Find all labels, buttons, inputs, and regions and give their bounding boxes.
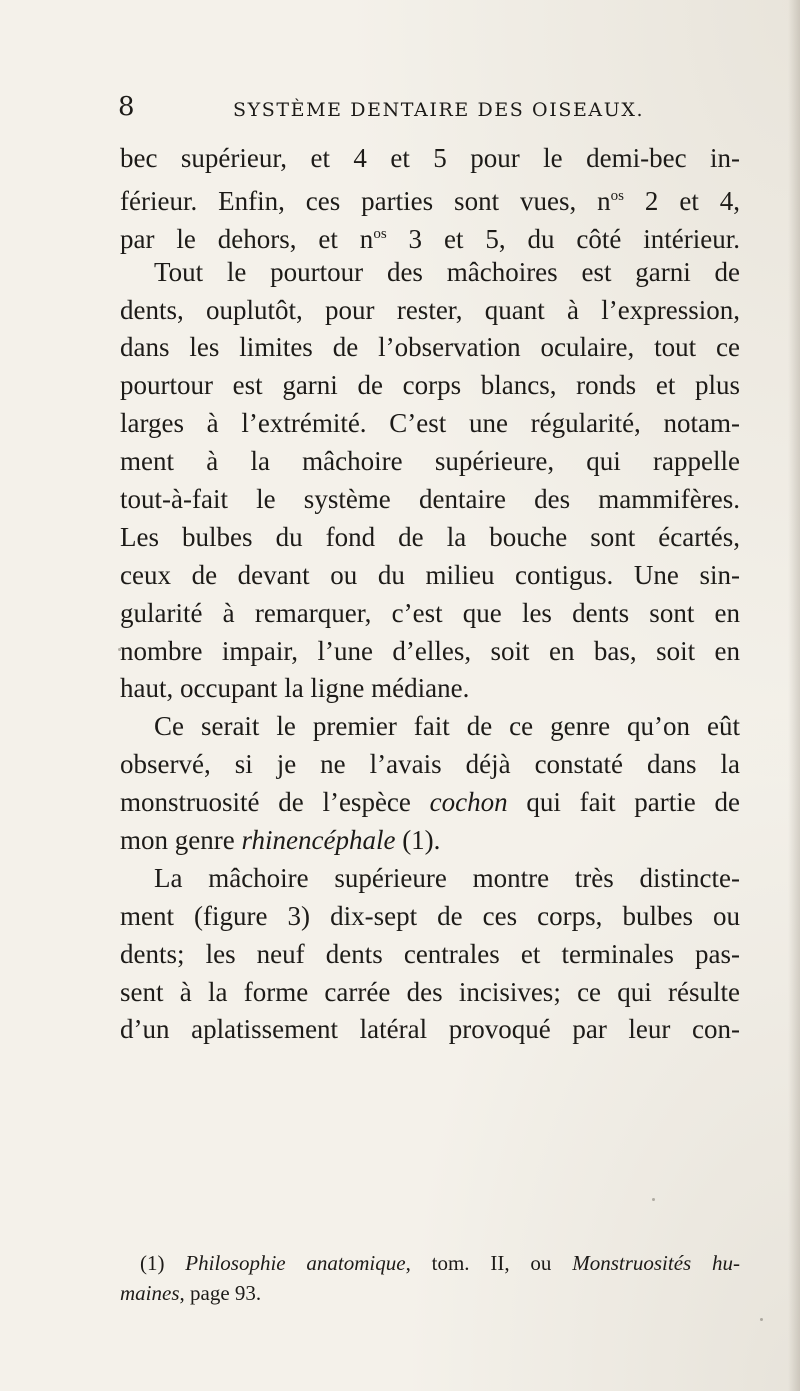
line-text: Tout le pourtour des mâchoires est garni de xyxy=(154,256,740,287)
paper-speck xyxy=(118,648,121,651)
superscript: os xyxy=(610,187,624,204)
line-text: mon genre xyxy=(120,825,242,856)
paper-speck xyxy=(760,1318,763,1321)
text-line xyxy=(120,254,740,292)
line-text: dans les limites de l’observation oculaire, tout ce xyxy=(120,332,740,363)
text-line xyxy=(120,936,740,974)
footnote-text: , page 93. xyxy=(179,1281,262,1305)
line-text: tout-à-fait le système dentaire des mammifères. xyxy=(120,484,740,515)
line-text: haut, occupant la ligne médiane. xyxy=(120,673,470,704)
line-text: dents, ouplutôt, pour rester, quant à l’expression, xyxy=(120,294,740,325)
text-line xyxy=(120,557,740,595)
text-line xyxy=(120,329,740,367)
paper-speck xyxy=(652,1198,655,1201)
page-edge-shadow xyxy=(788,0,800,1391)
text-line xyxy=(120,822,740,860)
line-text: férieur. Enfin, ces parties sont vues, n xyxy=(120,185,611,216)
text-line xyxy=(120,860,740,898)
text-line xyxy=(120,898,740,936)
footnote-line xyxy=(120,1278,740,1308)
text-line xyxy=(120,178,740,216)
line-text: par le dehors, et n xyxy=(120,223,374,254)
text-line xyxy=(120,974,740,1012)
text-line xyxy=(120,292,740,330)
text-line xyxy=(120,367,740,405)
text-line xyxy=(120,595,740,633)
line-text: ceux de devant ou du milieu contigus. Une sin- xyxy=(120,559,740,590)
running-title: SYSTÈME DENTAIRE DES OISEAUX. xyxy=(233,99,645,121)
text-line xyxy=(120,443,740,481)
line-text: observé, si je ne l’avais déjà constaté dans la xyxy=(120,749,740,780)
line-text: ment à la mâchoire supérieure, qui rappelle xyxy=(120,446,740,477)
line-text: 3 et 5, du côté intérieur. xyxy=(386,223,741,254)
text-line xyxy=(120,670,740,708)
italic-term: cochon xyxy=(429,787,508,818)
footnote-title: maines xyxy=(120,1281,180,1305)
line-text: Les bulbes du fond de la bouche sont écartés, xyxy=(120,521,740,552)
footnote xyxy=(120,1248,740,1308)
footnote-title: Philosophie anatomique xyxy=(185,1251,406,1275)
line-text: pourtour est garni de corps blancs, ronds et plus xyxy=(120,370,740,401)
line-text: d’un aplatissement latéral provoqué par leur con- xyxy=(120,1014,740,1045)
text-line xyxy=(120,140,740,178)
footnote-title: Monstruosités hu- xyxy=(572,1251,741,1275)
line-text: larges à l’extrémité. C’est une régularité, notam- xyxy=(120,408,740,439)
text-line xyxy=(120,481,740,519)
italic-term: rhinencéphale xyxy=(241,825,396,856)
text-line xyxy=(120,405,740,443)
text-line xyxy=(120,216,740,254)
line-text: dents; les neuf dents centrales et terminales pas- xyxy=(120,938,740,969)
line-text: ment (figure 3) dix-sept de ces corps, bulbes ou xyxy=(120,900,740,931)
line-text: Ce serait le premier fait de ce genre qu’on eût xyxy=(154,711,740,742)
footnote-text: , tom. II, ou xyxy=(405,1251,573,1275)
running-head xyxy=(118,92,738,126)
text-line xyxy=(120,746,740,784)
line-text: sent à la forme carrée des incisives; ce qui résulte xyxy=(120,976,740,1007)
text-line xyxy=(120,519,740,557)
line-text: 2 et 4, xyxy=(624,185,740,216)
footnote-line xyxy=(120,1248,740,1278)
footnote-marker: (1) xyxy=(140,1251,186,1275)
body-text xyxy=(120,140,740,1049)
line-text: monstruosité de l’espèce xyxy=(120,787,430,818)
line-text: nombre impair, l’une d’elles, soit en bas, soit en xyxy=(120,635,740,666)
text-line xyxy=(120,633,740,671)
text-line xyxy=(120,708,740,746)
line-text: (1). xyxy=(395,825,441,856)
page-number: 8 xyxy=(118,92,135,122)
line-text: qui fait partie de xyxy=(507,787,740,818)
line-text: bec supérieur, et 4 et 5 pour le demi-bec in- xyxy=(120,143,740,173)
line-text: La mâchoire supérieure montre très distincte- xyxy=(154,862,740,893)
text-line xyxy=(120,784,740,822)
superscript: os xyxy=(373,225,387,242)
text-line xyxy=(120,1011,740,1049)
line-text: gularité à remarquer, c’est que les dents sont en xyxy=(120,597,740,628)
